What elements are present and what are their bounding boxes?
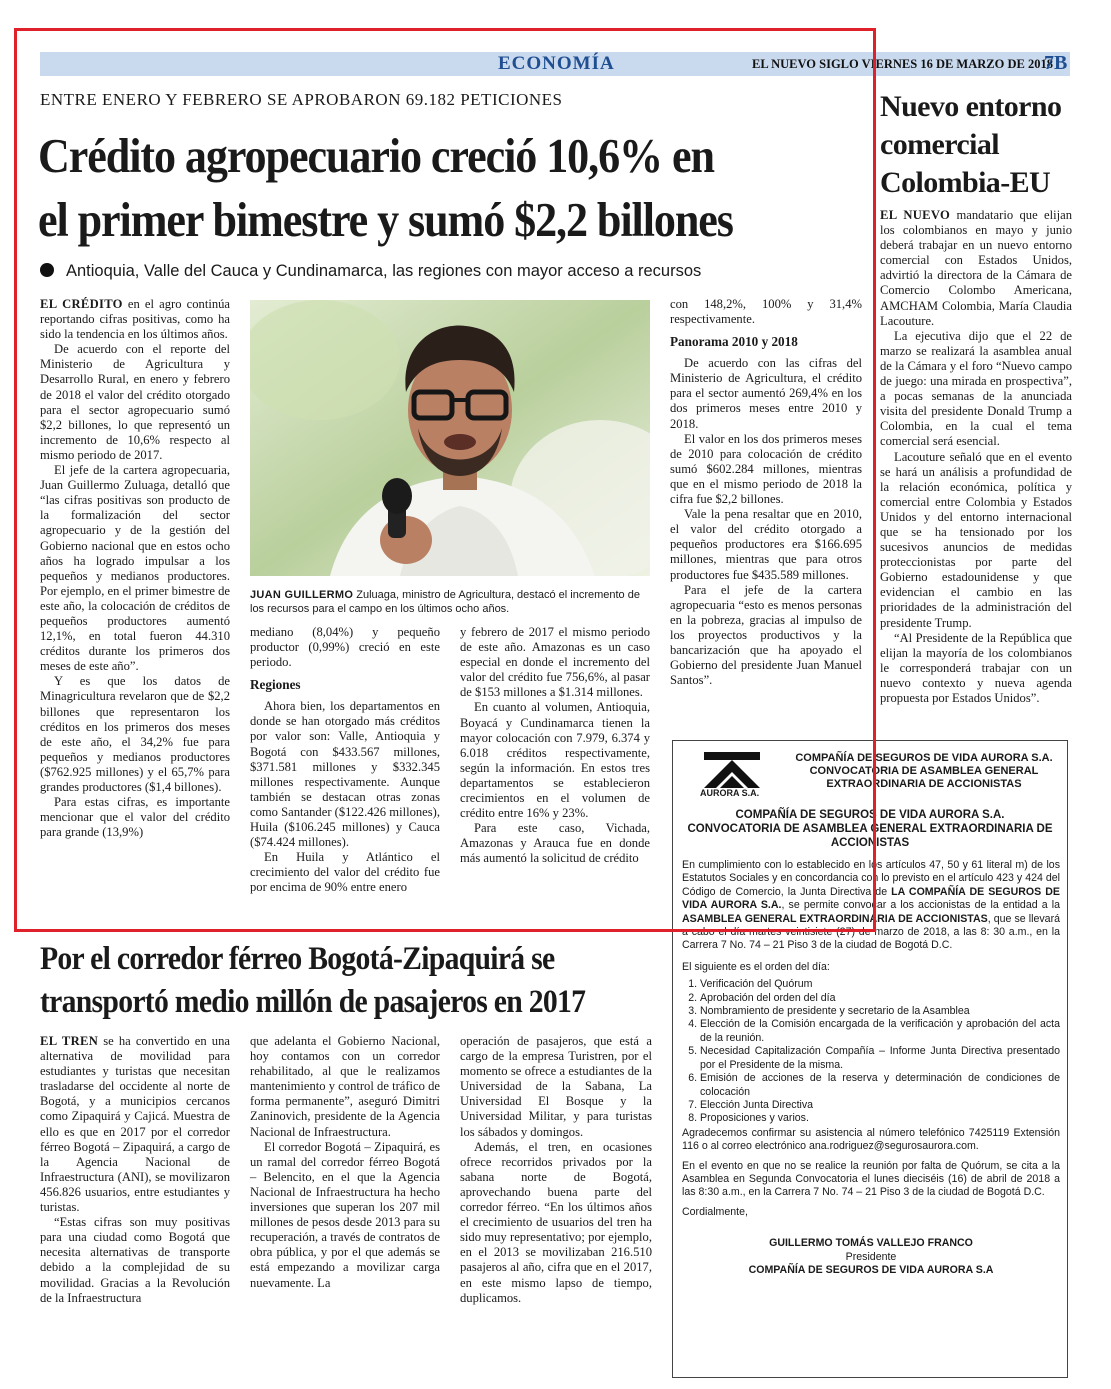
ad-signer: GUILLERMO TOMÁS VALLEJO FRANCO (769, 1237, 973, 1250)
paragraph-text: La ejecutiva dijo que el 22 de marzo se realizará la asamblea anual de la Cámara y el foro “Nuevo campo de juego: una mirada en prospectiva”, a pocas semanas de la anunciada visita del presidente Donald Trump a Colombia, en la cual el tema comercial será esencial. (880, 328, 1072, 449)
bottom-column-3 (460, 1034, 652, 1306)
caption-text: Zuluaga, ministro de Agricultura, destacó el incremento de los recursos para el campo en los últimos ocho años. (250, 589, 640, 615)
paragraph-text: El corredor Bogotá – Zipaquirá, es un ramal del corredor férreo Bogotá – Belencito, en el que la Agencia Nacional de Infraestructura ha hecho inversiones que superan los 207 mil millones de pesos desde 2013 para su recuperación, a través de contratos de obra pública, y por el que además se está empezando a movilizar carga nuevamente. La (250, 1139, 440, 1290)
paragraph-text: Para este caso, Vichada, Amazonas y Arauca fue en donde más aumentó la solicitud de crédito (460, 821, 650, 866)
paragraph (880, 208, 1072, 329)
paragraph-text: se ha convertido en una alternativa de movilidad para estudiantes y turistas que necesitan trasladarse del occidente al norte de Bogotá, y a municipios cercanos como Zipaquirá y Cajicá. Muestra de ello es que en 2017 por el corredor férreo Bogotá – Zipaquirá, a cargo de la Agencia Nacional de Infraestructura (ANI), se movilizaron 456.826 usuarios, entre estudiantes y turistas. (40, 1034, 230, 1215)
kicker: ENTRE ENERO Y FEBRERO SE APROBARON 69.182 PETICIONES (40, 90, 563, 109)
paragraph (880, 329, 1072, 450)
paragraph-text: Además, el tren, en ocasiones ofrece recorridos privados por la sabana norte de Bogotá, aprovechando buena parte del corredor férreo. “En los últimos años el crecimiento de usuarios del tren ha sido muy representativo; por ejemplo, en el 2013 se movilizaban 216.510 pasajeros al año, cifra que en el 2017, en este mismo lapso de tiempo, duplicamos. (460, 1139, 652, 1305)
highlight-box (14, 28, 876, 932)
subheading: Panorama 2010 y 2018 (670, 334, 798, 350)
paragraph (250, 1140, 440, 1291)
bottom-headline (40, 938, 607, 1024)
ad-second-call: En el evento en que no se realice la reunión por falta de Quórum, se cita a la Asamblea en Segunda Convocatoria el lunes dieciséis (16) de abril de 2018 a las 8:30 a.m., en la Carrera 7 No. 74 – 21 Piso 3 de la ciudad de Bogotá D.C. (682, 1159, 1060, 1199)
ad-header-line-2: CONVOCATORIA DE ASAMBLEA GENERAL (809, 765, 1039, 777)
paragraph-text: De acuerdo con las cifras del Ministerio de Agricultura, el crédito para el sector aumentó 269,4% en los dos primeros meses entre 2010 y 2018. (670, 356, 862, 431)
bottom-column-2 (250, 1034, 440, 1291)
ad-order-item: 4. Elección de la Comisión encargada de la verificación y aprobación del acta de la reunión. (700, 1018, 1060, 1045)
lead-in: EL CRÉDITO (40, 297, 123, 311)
ad-order-item: 1. Verificación del Quórum (700, 978, 1060, 991)
summary-text: Antioquia, Valle del Cauca y Cundinamarca, las regiones con mayor acceso a recursos (66, 262, 702, 280)
paragraph-text: De acuerdo con el reporte del Ministerio de Agricultura y Desarrollo Rural, en enero y febrero de 2018 el valor del crédito otorgado para el sector agropecuario sumó $2,2 billones, lo que representó un incremento de 10,6% respecto al mismo periodo de 2017. (40, 342, 230, 462)
bottom-column-1 (40, 1034, 230, 1306)
paper-date: EL NUEVO SIGLO VIERNES 16 DE MARZO DE 2018 (752, 57, 1053, 71)
ad-confirm: Agradecemos confirmar su asistencia al número telefónico 7425119 Extensión 116 o al correo electrónico ana.rodriguez@segurosaurora.com. (682, 1126, 1060, 1153)
ad-order-list (682, 978, 1060, 1125)
headline-line-1: Crédito agropecuario creció 10,6% en (38, 128, 714, 183)
paragraph-text: mandatario que elijan los colombianos en mayo y junio deberá trabajar en un nuevo entorno comercial con Estados Unidos, advirtió la directora de la Cámara de Comercio Colombo Americana, AMCHAM Colombia, María Claudia Lacouture. (880, 208, 1073, 328)
paragraph-text: operación de pasajeros, que está a cargo de la empresa Turistren, por el momento se ofrece a estudiantes de la Universidad de la Sabana, La Universidad El Bosque y la Universidad Militar, y para turistas los sábados y domingos. (460, 1034, 652, 1139)
ad-order-item: 2. Aprobación del orden del día (700, 992, 1060, 1005)
side-headline: Nuevo entorno comercial Colombia-EU (880, 90, 1062, 199)
bottom-headline-line-2: transportó medio millón de pasajeros en 2017 (40, 984, 586, 1020)
lead-in: EL NUEVO (880, 208, 951, 222)
bottom-headline-line-1: Por el corredor férreo Bogotá-Zipaquirá se (40, 941, 555, 977)
paragraph-text: El jefe de la cartera agropecuaria, Juan Guillermo Zuluaga, detalló que “las cifras positivas son producto de la formalización del sector agropecuario y de la gestión del Gobierno nacional que en estos ocho años ha logrado impulsar a los pequeños y medianos productores. Por ejemplo, en el primer bimestre de este año, la colocación de créditos de pequeños productores aumentó 12,1%, en total fueron 44.310 créditos durante los primeros dos meses de este año”. (40, 463, 230, 674)
paragraph (460, 1140, 652, 1306)
ad-order-item: 7. Elección Junta Directiva (700, 1099, 1060, 1112)
ad-closing: Cordialmente, (682, 1205, 748, 1218)
subheading: Regiones (250, 677, 301, 693)
ad-title-line-2: CONVOCATORIA DE ASAMBLEA GENERAL EXTRAORDINARIA DE ACCIONISTAS (687, 823, 1053, 849)
ad-order-intro: El siguiente es el orden del día: (682, 960, 830, 973)
paragraph (880, 631, 1072, 706)
paragraph-text: Lacouture señaló que en el evento se hará un análisis a profundidad de la relación económica, política y comercial entre Colombia y Estados Unidos y del entorno internacional que se ha tensionado por los sucesivos anuncios de medidas proteccionistas por parte del Gobierno estadounidense y que evidencian el cambio en las prioridades de la administración del presidente Trump. (880, 449, 1072, 630)
side-article-body (880, 208, 1072, 706)
ad-body-intro: En cumplimiento con lo establecido en los artículos 47, 50 y 61 literal m) de los Estatutos Sociales y en concordancia con lo previsto en el artículo 423 y 424 del Código de Comercio, la Junta Directiva de (682, 859, 1060, 898)
ad-order-item: 6. Emisión de acciones de la reserva y determinación de condiciones de colocación (700, 1072, 1060, 1099)
ad-body-details: , que se llevará a cabo el día martes veintisiete (27) de marzo de 2018, a las 8: 30 a.m., en la Carrera 7 No. 74 – 21 Piso 3 de la ciudad de Bogotá D.C. (682, 912, 1060, 952)
ad-order-item: 3. Nombramiento de presidente y secretario de la Asamblea (700, 1005, 1060, 1018)
paragraph-text: “Estas cifras son muy positivas para una ciudad como Bogotá que necesita alternativas de transporte debido a la complejidad de su movilidad. Gracias a la Revolución de la Infraestructura (40, 1215, 230, 1305)
ad-order-item: 8. Proposiciones y varios. (700, 1112, 1060, 1125)
ad-signer-company: COMPAÑÍA DE SEGUROS DE VIDA AURORA S.A (748, 1263, 994, 1276)
paragraph-text: Vale la pena resaltar que en 2010, el valor del crédito otorgado a pequeños productores era $166.695 millones, mientras que para otros productores fue $435.589 millones. (670, 507, 862, 582)
lead-in: EL TREN (40, 1034, 99, 1048)
paragraph-text: El valor en los dos primeros meses de 2010 para colocación de crédito sumó $602.284 millones, mientras que en el mismo periodo de 2018 la cifra fue $2,2 billones. (670, 431, 862, 507)
paragraph-text: en el agro continúa reportando cifras positivas, como ha sido la tendencia en los últimos años. (40, 297, 231, 342)
aurora-logo-text: AURORA S.A. (700, 788, 760, 798)
paragraph-text: En cuanto al volumen, Antioquia, Boyacá y Cundinamarca tienen la mayor colocación con 7.979, 6.374 y 6.018 créditos respectivamente, según la información. En estos tres departamentos se establecieron crecimientos en el volumen de crédito entre 16% y 23%. (460, 700, 650, 821)
ad-body-assembly: ASAMBLEA GENERAL EXTRAORDINARIA DE ACCIONISTAS (682, 912, 988, 925)
paragraph (880, 450, 1072, 631)
paragraph (40, 1215, 230, 1306)
paragraph (40, 1034, 230, 1215)
paragraph-text: y febrero de 2017 el mismo periodo de este año. Amazonas es un caso especial en donde el incremento del valor del crédito fue 756,6%, al pasar de $153 millones a $1.314 millones. (460, 625, 650, 700)
paragraph-text: con 148,2%, 100% y 31,4% respectivamente. (670, 297, 862, 327)
paragraph-text: Ahora bien, los departamentos en donde se han otorgado más créditos por valor son: Valle, Antioquia y Bogotá con $433.567 millones, $371.581 millones y $332.345 millones respectivamente. Aunque también se destacan otras zonas como Santander ($122.426 millones), Huila ($106.245 millones) y Cauca ($74.424 millones). (250, 699, 440, 850)
paragraph (250, 1034, 440, 1140)
paragraph-text: “Al Presidente de la República que elijan la mayoría de los colombianos le corresponderá trabajar con un nuevo contexto y nueva agenda propuesta por Estados Unidos”. (880, 630, 1072, 705)
paragraph-text: que adelanta el Gobierno Nacional, hoy contamos con un corredor rehabilitado, al que le realizamos mantenimiento y control de tráfico de forma permanente”, aseguró Dimitri Zaninovich, presidente de la Agencia Nacional de Infraestructura. (250, 1034, 440, 1139)
ad-header-line-1: COMPAÑÍA DE SEGUROS DE VIDA AURORA S.A. (795, 752, 1053, 764)
ad-signer-role: Presidente (845, 1250, 897, 1263)
paragraph-text: Y es que los datos de Minagricultura revelaron que de $2,2 billones que representaron los créditos en los primeros dos meses de este año, el 34,2% fue para pequeños y medianos productores ($762.925 millones) y el 65,7% para grandes productores ($1,4 billones). (40, 674, 230, 794)
section-label: ECONOMÍA (498, 53, 615, 74)
ad-order-item: 5. Necesidad Capitalización Compañía – Informe Junta Directiva presentado por el Presidente de la misma. (700, 1045, 1060, 1072)
page-number: 7B (1044, 52, 1068, 74)
paragraph-text: mediano (8,04%) y pequeño productor (0,99%) creció en este periodo. (250, 625, 440, 670)
headline-line-2: el primer bimestre y sumó $2,2 billones (38, 192, 733, 247)
paragraph-text: En Huila y Atlántico el crecimiento del valor del crédito fue por encima de 90% entre enero (250, 850, 440, 895)
ad-body-company: LA COMPAÑÍA DE SEGUROS DE VIDA AURORA S.A. (682, 885, 1060, 912)
paragraph-text: Para estas cifras, es importante mencionar que el valor del crédito para grande (13,9%) (40, 795, 230, 840)
paragraph-text: Para el jefe de la cartera agropecuaria “esto es menos personas en la pobreza, gracias al impulso de los proyectos productivos y la bancarización que ha apoyado el Gobierno del presidente Juan Manuel Santos”. (670, 582, 862, 688)
ad-title-line-1: COMPAÑÍA DE SEGUROS DE VIDA AURORA S.A. (735, 809, 1005, 821)
paragraph (460, 1034, 652, 1140)
ad-header-line-3: EXTRAORDINARIA DE ACCIONISTAS (826, 778, 1022, 790)
ad-body-mid: , se permite convocar a los accionistas de la entidad a la (781, 899, 1060, 912)
caption-lead: JUAN GUILLERMO (250, 589, 354, 601)
